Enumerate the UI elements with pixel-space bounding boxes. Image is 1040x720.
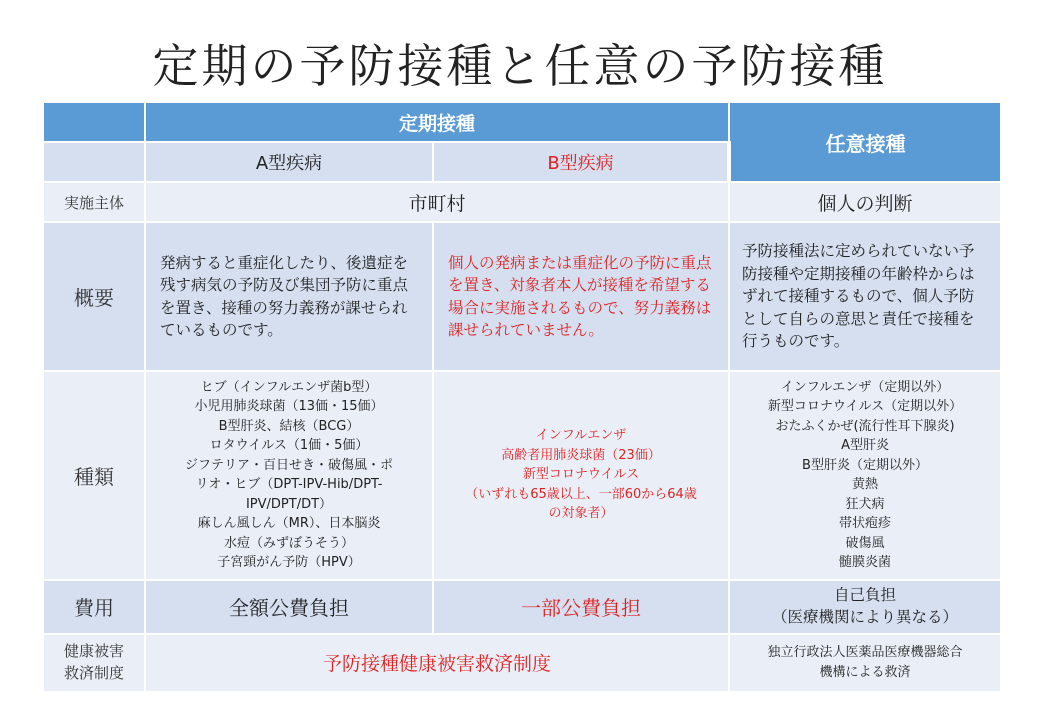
list-item: ロタウイルス（1価・5価） — [209, 438, 369, 454]
row-label-jisshi: 実施主体 — [43, 182, 145, 222]
list-item: 麻しん風しん（MR）、日本脳炎 — [197, 516, 381, 532]
row-label-kyusai — [43, 634, 145, 692]
vaccination-comparison-table — [42, 101, 1002, 693]
kyusai-nini — [729, 634, 1001, 692]
jisshi-teiki: 市町村 — [145, 182, 729, 222]
hiyou-nini-line-1: 自己負担 — [834, 585, 897, 604]
row-label-gaiyou: 概要 — [43, 222, 145, 371]
subheader-b-type: B型疾病 — [433, 142, 729, 182]
gaiyou-nini: 予防接種法に定められていない予防接種や定期接種の年齢枠からはずれて接種するもので、個人予防として自らの意思と責任で接種を行うものです。 — [729, 222, 1001, 371]
shurui-b — [433, 371, 729, 580]
hiyou-nini — [729, 580, 1001, 634]
shurui-a — [145, 371, 433, 580]
list-item: インフルエンザ — [535, 428, 627, 444]
page-title: 定期の予防接種と任意の予防接種 — [152, 39, 888, 93]
kyusai-label-line-1: 健康被害 — [63, 642, 124, 661]
hiyou-a: 全額公費負担 — [145, 580, 433, 634]
list-item: 黄熱 — [852, 477, 879, 493]
subheader-corner — [43, 142, 145, 182]
list-item: 子宮頸がん予防（HPV） — [217, 555, 361, 571]
row-label-shurui: 種類 — [43, 371, 145, 580]
header-corner — [43, 102, 145, 142]
hiyou-nini-line-2: （医療機関により異なる） — [772, 607, 959, 626]
list-item: 新型コロナウイルス — [522, 467, 640, 483]
header-nini: 任意接種 — [729, 102, 1001, 182]
list-item: リオ・ヒブ（DPT-IPV-Hib/DPT- — [195, 477, 383, 493]
row-label-hiyou: 費用 — [43, 580, 145, 634]
list-item: B型肝炎（定期以外） — [802, 457, 928, 473]
list-item: 狂犬病 — [845, 496, 885, 512]
list-item: 破傷風 — [845, 535, 885, 551]
list-item: IPV/DPT/DT） — [245, 496, 333, 512]
list-item: B型肝炎、結核（BCG） — [218, 418, 360, 434]
gaiyou-a: 発病すると重症化したり、後遺症を残す病気の予防及び集団予防に重点を置き、接種の努力義務が課せられているものです。 — [145, 222, 433, 371]
list-item: 小児用肺炎球菌（13価・15価） — [194, 399, 384, 415]
list-item: おたふくかぜ(流行性耳下腺炎) — [775, 418, 955, 434]
list-item: （いずれも65歳以上、一部60から64歳 — [465, 486, 697, 502]
jisshi-nini: 個人の判断 — [729, 182, 1001, 222]
kyusai-nini-line-2: 機構による救済 — [819, 664, 911, 680]
kyusai-label-line-2: 救済制度 — [63, 663, 124, 682]
kyusai-teiki: 予防接種健康被害救済制度 — [145, 634, 729, 692]
gaiyou-b: 個人の発病または重症化の予防に重点を置き、対象者本人が接種を希望する場合に実施されるもので、努力義務は課せられていません。 — [433, 222, 729, 371]
list-item: 髄膜炎菌 — [839, 555, 892, 571]
list-item: 帯状疱疹 — [839, 516, 892, 532]
list-item: インフルエンザ（定期以外） — [780, 379, 950, 395]
list-item: A型肝炎 — [841, 438, 889, 454]
kyusai-nini-line-1: 独立行政法人医薬品医療機器総合 — [767, 645, 963, 661]
header-teiki: 定期接種 — [145, 102, 729, 142]
list-item: 水痘（みずぼうそう） — [223, 535, 354, 551]
hiyou-b: 一部公費負担 — [433, 580, 729, 634]
list-item: ジフテリア・百日せき・破傷風・ポ — [184, 457, 393, 473]
list-item: の対象者） — [548, 506, 614, 522]
shurui-nini — [729, 371, 1001, 580]
list-item: 高齢者用肺炎球菌（23価） — [501, 447, 661, 463]
list-item: 新型コロナウイルス（定期以外） — [767, 399, 963, 415]
list-item: ヒブ（インフルエンザ菌b型） — [200, 379, 378, 395]
subheader-a-type: A型疾病 — [145, 142, 433, 182]
